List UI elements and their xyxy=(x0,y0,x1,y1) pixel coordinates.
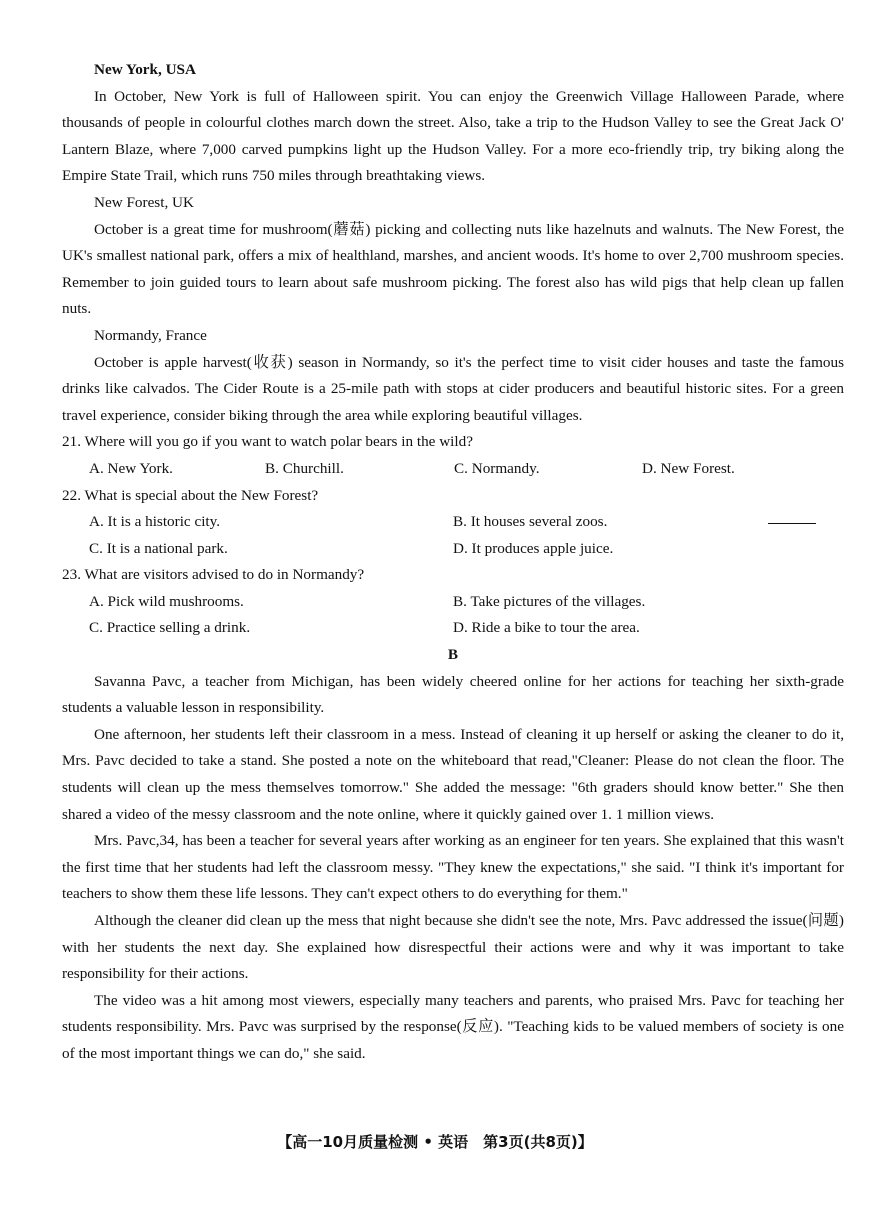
underline-mark xyxy=(768,522,816,524)
page-content xyxy=(62,57,844,1068)
question-stem: 22. What is special about the New Forest? xyxy=(62,486,319,504)
option-c: C. It is a national park. xyxy=(89,539,228,557)
b-paragraph-3: Mrs. Pavc,34, has been a teacher for several years after working as an engineer for ten years. She explained that this wasn't the first time that her students had left the classroom messy. "They knew the expectations," she said. "I think it's important for teachers to show them these life lessons. They can't expect others to do everything for them." xyxy=(62,832,844,903)
option-a: A. Pick wild mushrooms. xyxy=(89,592,244,610)
question-stem: 23. What are visitors advised to do in Normandy? xyxy=(62,566,365,584)
question-21 xyxy=(62,429,844,482)
option-c: C. Normandy. xyxy=(454,459,540,477)
options-grid xyxy=(62,589,844,642)
option-b: B. It houses several zoos. xyxy=(453,513,608,531)
option-a: A. New York. xyxy=(89,459,173,477)
option-d: D. It produces apple juice. xyxy=(453,539,614,557)
nf-paragraph: October is a great time for mushroom(蘑菇) picking and collecting nuts like hazelnuts and walnuts. The New Forest, the UK's smallest national park, offers a mix of healthland, marshes, and ancient woods. It's home to over 2,700 mushroom species. Remember to join guided tours to learn about safe mushroom picking. The forest also has wild pigs that help clean up fallen nuts. xyxy=(62,220,844,318)
b-paragraph-5: The video was a hit among most viewers, especially many teachers and parents, who praised Mrs. Pavc for teaching her students responsibility. Mrs. Pavc was surprised by the response(反应). "Teaching kids to be valued members of society is one of the most important things we can do," she said. xyxy=(62,991,844,1062)
section-label: B xyxy=(447,646,459,664)
option-d: D. Ride a bike to tour the area. xyxy=(453,619,640,637)
option-b: B. Churchill. xyxy=(265,459,344,477)
question-22 xyxy=(62,483,844,563)
option-a: A. It is a historic city. xyxy=(89,513,221,531)
options-row xyxy=(62,456,844,483)
nm-paragraph: October is apple harvest(收获) season in Normandy, so it's the perfect time to visit cider houses and taste the famous drinks like calvados. The Cider Route is a 25-mile path with stops at cider producers and beautiful historic sites. For a green travel experience, consider biking through the area while exploring beautiful villages. xyxy=(62,353,844,424)
b-paragraph-1: Savanna Pavc, a teacher from Michigan, has been widely cheered online for her actions for teaching her sixth-grade students a valuable lesson in responsibility. xyxy=(62,672,844,717)
option-b: B. Take pictures of the villages. xyxy=(453,592,646,610)
nm-heading: Normandy, France xyxy=(94,326,207,344)
page-footer: 【高一10月质量检测 • 英语 第3页(共8页)】 xyxy=(277,1133,593,1151)
question-23 xyxy=(62,562,844,642)
question-stem: 21. Where will you go if you want to watch polar bears in the wild? xyxy=(62,433,473,451)
option-d: D. New Forest. xyxy=(642,459,735,477)
b-paragraph-2: One afternoon, her students left their classroom in a mess. Instead of cleaning it up herself or asking the cleaner to do it, Mrs. Pavc decided to take a stand. She posted a note on the whiteboard that read,"Cleaner: Please do not clean the floor. The students will clean up the mess themselves tomorrow." She added the message: "6th graders should know better." She then shared a video of the messy classroom and the note online, where it quickly gained over 1. 1 million views. xyxy=(62,725,844,823)
b-paragraph-4: Although the cleaner did clean up the mess that night because she didn't see the note, Mrs. Pavc addressed the issue(问题) with her students the next day. She explained how disrespectful their actions were and why it was important to take responsibility for their actions. xyxy=(62,912,844,983)
ny-paragraph: In October, New York is full of Halloween spirit. You can enjoy the Greenwich Village Halloween Parade, where thousands of people in colourful clothes march down the street. Also, take a trip to the Hudson Valley to see the Great Jack O' Lantern Blaze, where 7,000 carved pumpkins light up the Hudson Valley. For a more eco-friendly trip, try biking along the Empire State Trail, which runs 750 miles through breathtaking views. xyxy=(62,87,844,185)
option-c: C. Practice selling a drink. xyxy=(89,619,251,637)
options-grid xyxy=(62,509,844,562)
nf-heading: New Forest, UK xyxy=(94,193,194,211)
ny-heading: New York, USA xyxy=(94,61,196,78)
